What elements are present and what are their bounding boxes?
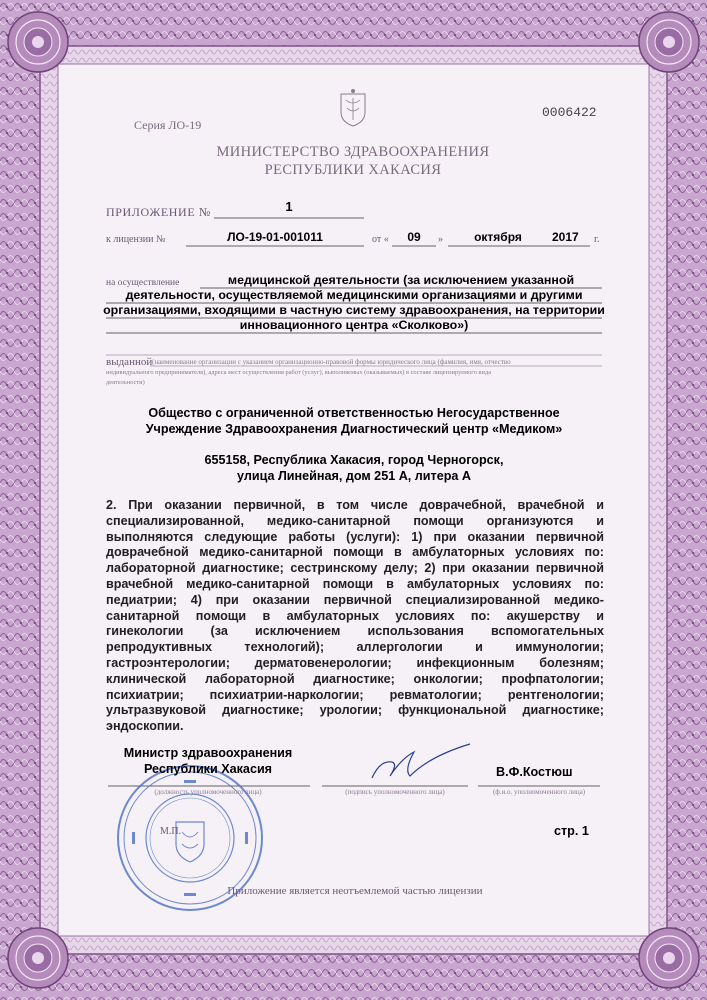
services-line: педиатрии; 4) при оказании первичной специализированной медико- (106, 592, 604, 607)
license-month: октября (474, 230, 522, 244)
issued-caption-line1: (наименование организации с указанием организационно-правовой формы юридического лица (фамилия, имя, отчество (152, 358, 511, 366)
activity-line1: медицинской деятельности (за исключением указанной (227, 273, 575, 287)
services-line: врачебной медико-санитарной помощи в амбулаторных условиях по: (106, 576, 604, 591)
signatory-position-line1: Министр здравоохранения (123, 746, 293, 760)
caption-signature: (подпись уполномоченного лица) (345, 788, 445, 796)
series-label: Серия ЛО-19 (134, 118, 202, 132)
services-line: гинекологии (за исключением использования вспомогательных (106, 624, 604, 639)
footer-note: Приложение является неотъемлемой частью лицензии (227, 885, 483, 897)
address-line1: 655158, Республика Хакасия, город Черногорск, (204, 453, 504, 467)
organization-line1: Общество с ограниченной ответственностью Негосударственное (148, 406, 560, 420)
services-line: специализированной, медико-санитарной помощи организуются и (106, 513, 604, 528)
address-line2: улица Линейная, дом 251 А, литера А (236, 469, 471, 483)
signatory-position-line2: Республики Хакасия (143, 762, 273, 776)
services-line: гастроэнтерологии; дерматовенерологии; инфекционным болезням; (106, 655, 604, 670)
appendix-number: 1 (285, 199, 293, 214)
license-year: 2017 (552, 230, 579, 244)
services-line: эндоскопии. (106, 719, 184, 734)
services-line: 2. При оказании первичной, в том числе доврачебной, врачебной и (106, 498, 604, 512)
caption-name: (ф.и.о. уполномоченного лица) (492, 788, 586, 796)
services-line: санитарной помощи в амбулаторных условиях по: акушерству и (106, 608, 604, 623)
services-line: репродуктивных технологий); аллергологии и иммунологии; (106, 640, 604, 655)
services-line: психиатрии; психиатрии-наркологии; ревматологии; рентгенологии; (106, 687, 604, 702)
activity-label: на осуществление (106, 278, 180, 288)
date-from-label: от « (372, 234, 389, 245)
organization-line2: Учреждение Здравоохранения Диагностический центр «Медиком» (145, 422, 563, 436)
issued-caption-line2: индивидуального предпринимателя), адреса мест осуществления работ (услуг), выполняемых (оказываемых) в составе лицензируемого вида (106, 369, 492, 376)
appendix-label: ПРИЛОЖЕНИЕ № (106, 205, 211, 219)
signatory-name: В.Ф.Костюш (496, 765, 573, 779)
ministry-title-line2: РЕСПУБЛИКИ ХАКАСИЯ (264, 162, 442, 178)
issued-label: выданной (106, 356, 153, 368)
date-close-quote: » (438, 234, 443, 245)
mp-label: М.П. (160, 826, 182, 837)
services-line: выполняются следующие работы (услуги): 1) при оказании первичной (106, 529, 604, 544)
page-number: стр. 1 (554, 824, 589, 838)
ministry-title-line1: МИНИСТЕРСТВО ЗДРАВООХРАНЕНИЯ (216, 144, 490, 160)
services-line: доврачебной медико-санитарной помощи в амбулаторных условиях по: (106, 545, 604, 560)
caption-position: (должность уполномоченного лица) (154, 788, 262, 796)
license-number: ЛО-19-01-001011 (227, 230, 323, 244)
license-day: 09 (407, 230, 421, 244)
activity-line3: организациями, входящими в частную систему здравоохранения, на территории (103, 303, 605, 317)
services-line: клинической лабораторной диагностике; онкологии; профпатологии; (106, 671, 604, 686)
services-line: лабораторной диагностике; сестринскому делу; 2) при оказании первичной (106, 561, 604, 576)
services-line: ультразвуковой диагностике; урологии; функциональной диагностике; (106, 703, 604, 718)
activity-line2: деятельности, осуществляемой медицинскими организациями и другими (125, 288, 583, 302)
document-number: 0006422 (542, 105, 597, 120)
year-suffix: г. (594, 234, 600, 245)
issued-caption-line3: деятельности) (106, 379, 145, 386)
activity-line4: инновационного центра «Сколково») (239, 318, 469, 332)
license-label: к лицензии № (106, 234, 166, 245)
services-paragraph (106, 498, 604, 735)
